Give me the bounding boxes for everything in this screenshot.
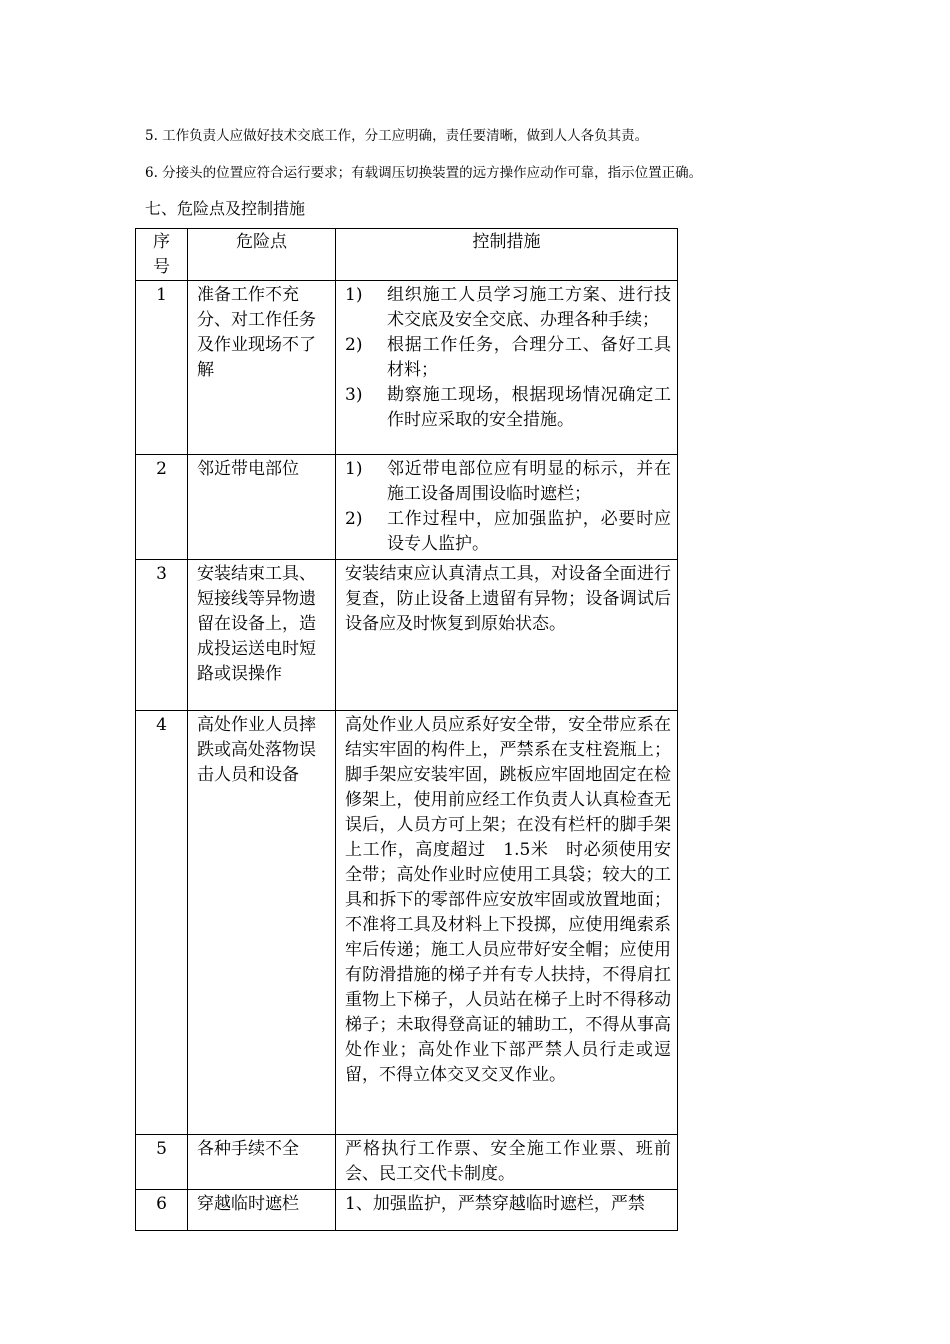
row-number: 1 (136, 281, 188, 455)
table-row (136, 560, 678, 711)
measure-text: 勘察施工现场，根据现场情况确定工作时应采取的安全措施。 (387, 385, 671, 430)
measure-mark: 1) (345, 459, 363, 479)
measure-mark: 1) (345, 285, 363, 305)
paragraph-6: 6. 分接头的位置应符合运行要求；有载调压切换装置的远方操作应动作可靠，指示位置正确。 (145, 165, 703, 181)
measure-mark: 2) (345, 509, 363, 529)
table-row (136, 1190, 678, 1231)
hazard-cell: 安装结束工具、短接线等异物遗留在设备上，造成投运送电时短路或误操作 (188, 560, 336, 711)
hazard-cell: 高处作业人员摔跌或高处落物误击人员和设备 (188, 711, 336, 1135)
hazard-cell: 准备工作不充分、对工作任务及作业现场不了解 (188, 281, 336, 455)
row-number: 5 (136, 1135, 188, 1190)
row-number: 4 (136, 711, 188, 1135)
section-title: 七、危险点及控制措施 (145, 199, 306, 218)
measures-cell (336, 281, 678, 455)
table-row (136, 1135, 678, 1190)
hazard-cell: 邻近带电部位 (188, 455, 336, 560)
measure-item (345, 383, 671, 433)
header-hazard: 危险点 (188, 229, 336, 281)
hazard-cell: 穿越临时遮栏 (188, 1190, 336, 1231)
measures-cell: 严格执行工作票、安全施工作业票、班前会、民工交代卡制度。 (336, 1135, 678, 1190)
measure-mark: 3) (345, 385, 363, 405)
measure-text: 邻近带电部位应有明显的标示，并在施工设备周围设临时遮栏； (387, 459, 671, 504)
row-number: 6 (136, 1190, 188, 1231)
paragraph-5: 5. 工作负责人应做好技术交底工作，分工应明确，责任要清晰，做到人人各负其责。 (145, 128, 649, 144)
hazard-cell: 各种手续不全 (188, 1135, 336, 1190)
measures-cell (336, 455, 678, 560)
measures-cell: 1、加强监护，严禁穿越临时遮栏，严禁 (336, 1190, 678, 1231)
measure-mark: 2) (345, 335, 363, 355)
row-number: 2 (136, 455, 188, 560)
table-header-row (136, 229, 678, 281)
table-row (136, 281, 678, 455)
measure-item (345, 507, 671, 557)
measure-item (345, 333, 671, 383)
measure-item (345, 457, 671, 507)
measure-item (345, 283, 671, 333)
measure-text: 根据工作任务，合理分工、备好工具材料； (387, 335, 671, 380)
table-row (136, 455, 678, 560)
measure-text: 工作过程中，应加强监护，必要时应设专人监护。 (387, 509, 671, 554)
header-seq: 序号 (136, 229, 188, 281)
measure-text: 组织施工人员学习施工方案、进行技术交底及安全交底、办理各种手续； (387, 285, 671, 330)
table-row (136, 711, 678, 1135)
measures-cell: 高处作业人员应系好安全带，安全带应系在结实牢固的构件上，严禁系在支柱瓷瓶上；脚手架应安装牢固，跳板应牢固地固定在检修架上，使用前应经工作负责人认真检查无误后，人员方可上架；在没有栏杆的脚手架上工作，高度超过 1.5米 时必须使用安全带；高处作业时应使用工具袋；较大的工具和拆下的零部件应安放牢固或放置地面；不准将工具及材料上下投掷，应使用绳索系牢后传递；施工人员应带好安全帽；应使用有防滑措施的梯子并有专人扶持，不得肩扛重物上下梯子，人员站在梯子上时不得移动梯子；未取得登高证的辅助工，不得从事高处作业；高处作业下部严禁人员行走或逗留，不得立体交叉交叉作业。 (336, 711, 678, 1135)
hazard-control-table (135, 228, 678, 1231)
header-measures: 控制措施 (336, 229, 678, 281)
row-number: 3 (136, 560, 188, 711)
measures-cell: 安装结束应认真清点工具，对设备全面进行复查，防止设备上遗留有异物；设备调试后设备应及时恢复到原始状态。 (336, 560, 678, 711)
